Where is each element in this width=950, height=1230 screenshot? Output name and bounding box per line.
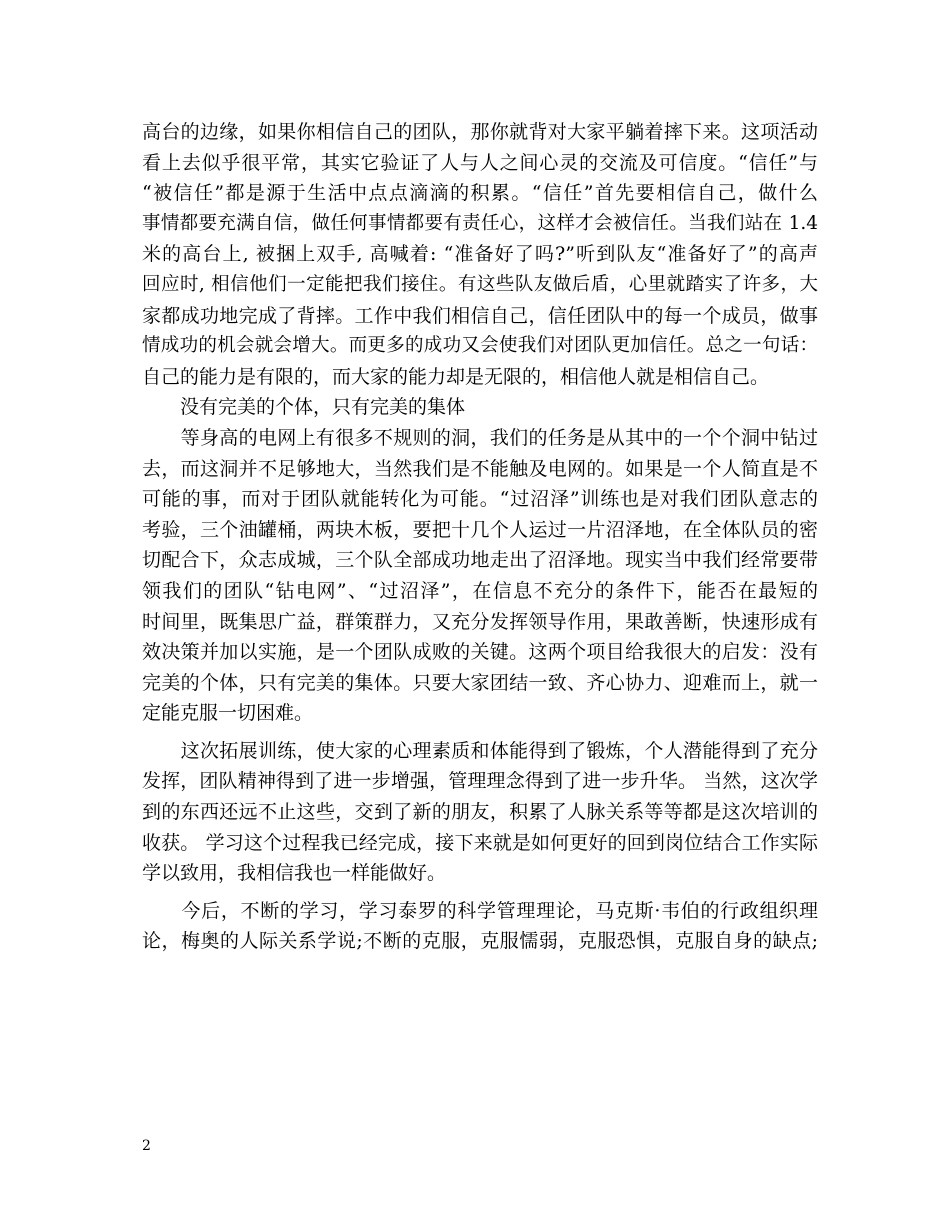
text-line: 家都成功地完成了背摔。工作中我们相信自己，信任团队中的每一个成员，做事: [142, 304, 818, 327]
paragraph-training: [142, 736, 818, 889]
text-line: 论，梅奥的人际关系学说;不断的克服，克服懦弱，克服恐惧，克服自身的缺点;: [142, 930, 818, 953]
paragraph-future: [142, 896, 818, 957]
body-text: [142, 117, 818, 957]
text-line: 到的东西还远不止这些，交到了新的朋友，积累了人脉关系等等都是这次培训的: [142, 801, 818, 824]
text-line: 收获。 学习这个过程我已经完成，接下来就是如何更好的回到岗位结合工作实际: [142, 831, 818, 854]
paragraph-spacer: [142, 729, 818, 736]
text-line: 完美的个体，只有完美的集体。只要大家团结一致、齐心协力、迎难而上，就一: [142, 671, 818, 694]
text-line: 定能克服一切困难。: [142, 702, 314, 725]
text-line: 自己的能力是有限的，而大家的能力却是无限的，相信他人就是相信自己。: [142, 365, 770, 388]
paragraph-trust: [142, 117, 818, 392]
text-line: 这次拓展训练，使大家的心理素质和体能得到了锻炼，个人潜能得到了充分: [142, 739, 818, 762]
text-line: 事情都要充满自信，做任何事情都要有责任心，这样才会被信任。当我们站在 1.4: [142, 212, 818, 234]
text-line: 情成功的机会就会增大。而更多的成功又会使我们对团队更加信任。总之一句话：: [142, 335, 818, 357]
text-line: 米的高台上, 被捆上双手, 高喊着: “准备好了吗?”听到队友“准备好了”的高声: [142, 243, 818, 266]
text-line: 时间里，既集思广益，群策群力，又充分发挥领导作用，果敢善断，快速形成有: [142, 610, 818, 633]
text-line: 看上去似乎很平常，其实它验证了人与人之间心灵的交流及可信度。“信任”与: [142, 151, 818, 174]
text-line: 学以致用，我相信我也一样能做好。: [142, 862, 447, 885]
paragraph-team: [142, 423, 818, 729]
section-heading-text: 没有完美的个体，只有完美的集体: [142, 396, 466, 419]
text-line: 今后，不断的学习，学习泰罗的科学管理理论，马克斯·韦伯的行政组织理: [142, 899, 818, 922]
text-line: “被信任”都是源于生活中点点滴滴的积累。“信任”首先要相信自己，做什么: [142, 182, 818, 205]
text-line: 发挥，团队精神得到了进一步增强，管理理念得到了进一步升华。 当然，这次学: [142, 770, 818, 793]
text-line: 回应时, 相信他们一定能把我们接住。有这些队友做后盾，心里就踏实了许多，大: [142, 273, 818, 295]
text-line: 领我们的团队“钻电网”、“过沼泽”，在信息不充分的条件下，能否在最短的: [142, 579, 818, 602]
text-line: 可能的事，而对于团队就能转化为可能。“过沼泽”训练也是对我们团队意志的: [142, 488, 818, 511]
paragraph-spacer: [142, 889, 818, 896]
text-line: 效决策并加以实施，是一个团队成败的关键。这两个项目给我很大的启发：没有: [142, 641, 818, 664]
text-line: 考验，三个油罐桶，两块木板，要把十几个人运过一片沼泽地，在全体队员的密: [142, 518, 818, 541]
text-line: 切配合下，众志成城，三个队全部成功地走出了沼泽地。现实当中我们经常要带: [142, 549, 818, 572]
text-line: 高台的边缘，如果你相信自己的团队，那你就背对大家平躺着摔下来。这项活动: [142, 121, 818, 143]
page-number: 2: [142, 1138, 151, 1154]
text-line: 去，而这洞并不足够地大，当然我们是不能触及电网的。如果是一个人简直是不: [142, 457, 818, 480]
section-heading: [142, 392, 818, 423]
text-line: 等身高的电网上有很多不规则的洞，我们的任务是从其中的一个个洞中钻过: [142, 426, 818, 449]
